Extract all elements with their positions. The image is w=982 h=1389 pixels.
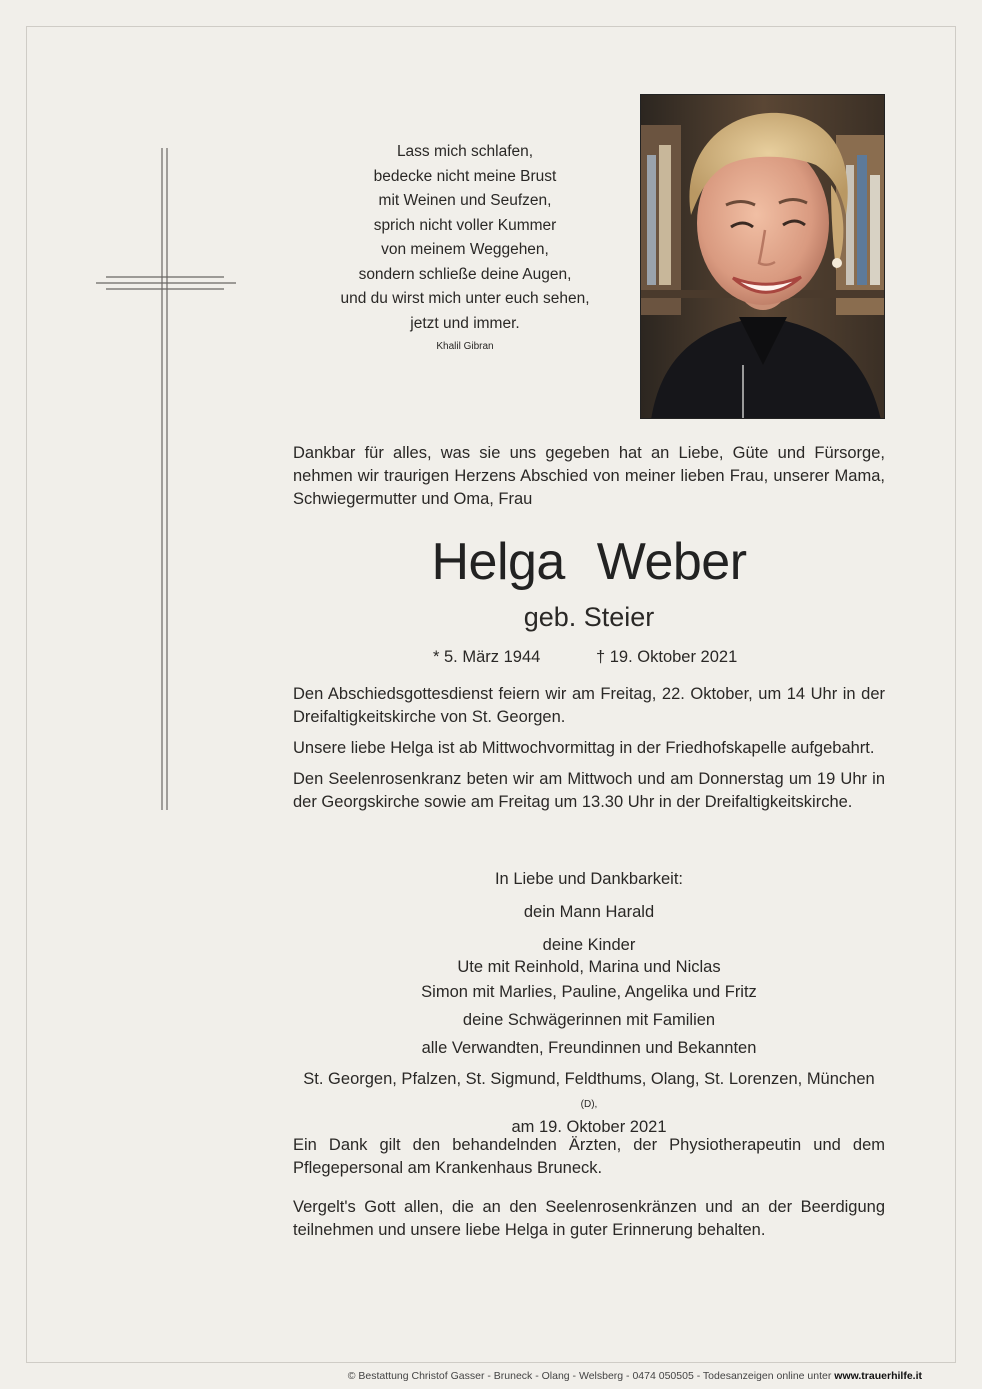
poem-author: Khalil Gibran (436, 341, 494, 352)
poem-line: sondern schließe deine Augen, (358, 265, 572, 283)
place-and-date (293, 1068, 885, 1139)
mourners-list (293, 867, 885, 1061)
poem-line: von meinem Weggehen, (381, 241, 549, 258)
deceased-name: Helga Weber (431, 533, 747, 591)
footer-text: © Bestattung Christof Gasser - Bruneck - Olang - Welsberg - 0474 050505 - Todesanzeigen online unter (347, 1370, 832, 1382)
mourner-sisters-in-law: deine Schwägerinnen mit Familien (462, 1011, 716, 1029)
thanks-section (293, 1134, 885, 1258)
poem-line: jetzt und immer. (410, 314, 520, 332)
birth-name: geb. Steier (523, 602, 655, 632)
service-info (293, 683, 885, 822)
death-date: † 19. Oktober 2021 (596, 648, 738, 666)
place-names: St. Georgen, Pfalzen, St. Sigmund, Feldthums, Olang, St. Lorenzen, München (303, 1070, 875, 1088)
poem-line: und du wirst mich unter euch sehen, (340, 290, 590, 307)
thanks-general-text: Vergelt's Gott allen, die an den Seelenrosenkränzen und an der Beerdigung teilnehmen und unsere liebe Helga in guter Erinnerung behalten. (293, 1198, 885, 1239)
poem-line: Lass mich schlafen, (396, 143, 534, 160)
funeral-service-text: Den Abschiedsgottesdienst feiern wir am Freitag, 22. Oktober, um 14 Uhr in der Dreifaltigkeitskirche von St. Georgen. (293, 685, 885, 726)
country-code: (D), (580, 1099, 598, 1110)
mourner-child: Simon mit Marlies, Pauline, Angelika und Fritz (421, 983, 757, 1001)
viewing-text: Unsere liebe Helga ist ab Mittwochvormittag in der Friedhofskapelle aufgebahrt. (293, 739, 875, 757)
mourner-children-label: deine Kinder (542, 936, 636, 954)
intro-text: Dankbar für alles, was sie uns gegeben hat an Liebe, Güte und Fürsorge, nehmen wir traurigen Herzens Abschied von meiner lieben Frau, unserer Mama, Schwiegermutter und Oma, Frau (293, 444, 885, 508)
portrait-photo (640, 94, 885, 419)
rosary-text: Den Seelenrosenkranz beten wir am Mittwoch und am Donnerstag um 19 Uhr in der Georgskirche sowie am Freitag um 13.30 Uhr in der Dreifaltigkeitskirche. (293, 770, 885, 811)
mourner-child: Ute mit Reinhold, Marina und Niclas (457, 958, 721, 976)
mourner-husband: dein Mann Harald (523, 903, 655, 921)
notice-date: am 19. Oktober 2021 (511, 1118, 667, 1136)
poem-line: mit Weinen und Seufzen, (378, 192, 552, 209)
poem (320, 140, 610, 354)
footer (0, 1369, 922, 1383)
birth-date: * 5. März 1944 (433, 648, 541, 666)
mourners-heading: In Liebe und Dankbarkeit: (494, 870, 684, 888)
poem-line: bedecke nicht meine Brust (373, 167, 557, 185)
cross-icon (94, 146, 238, 812)
mourner-relatives: alle Verwandten, Freundinnen und Bekannten (421, 1039, 757, 1057)
thanks-medical-text: Ein Dank gilt den behandelnden Ärzten, der Physiotherapeutin und dem Pflegepersonal am Krankenhaus Bruneck. (293, 1136, 885, 1177)
poem-line: sprich nicht voller Kummer (373, 216, 557, 234)
footer-website-link[interactable]: www.trauerhilfe.it (834, 1370, 922, 1382)
portrait-illustration (641, 95, 885, 419)
